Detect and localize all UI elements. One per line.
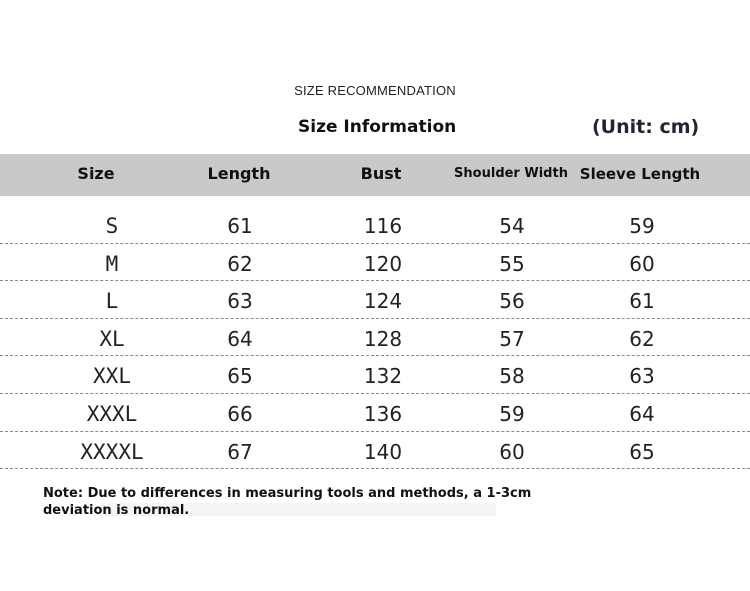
shoulder-width-cell: 60 bbox=[499, 439, 525, 464]
table-row bbox=[0, 356, 750, 394]
sleeve-length-cell: 64 bbox=[629, 401, 655, 426]
size-cell: XXXL bbox=[86, 401, 138, 426]
measurement-note: Note: Due to differences in measuring tools and methods, a 1-3cm deviation is normal. bbox=[43, 486, 532, 518]
header-length: Length bbox=[207, 164, 271, 183]
size-cell: XXL bbox=[93, 364, 131, 389]
header-size: Size bbox=[77, 164, 115, 183]
length-cell: 63 bbox=[227, 289, 253, 314]
bust-cell: 120 bbox=[363, 251, 403, 276]
size-cell: M bbox=[105, 251, 119, 276]
shoulder-width-cell: 55 bbox=[499, 251, 525, 276]
length-cell: 64 bbox=[227, 326, 253, 351]
table-row bbox=[0, 432, 750, 470]
shoulder-width-cell: 54 bbox=[499, 214, 525, 238]
table-row bbox=[0, 281, 750, 319]
shoulder-width-cell: 59 bbox=[499, 401, 525, 426]
size-table-body bbox=[0, 206, 750, 469]
bust-cell: 132 bbox=[363, 364, 403, 389]
length-cell: 61 bbox=[227, 214, 253, 238]
unit-label: (Unit: cm) bbox=[592, 116, 700, 138]
size-cell: XL bbox=[99, 326, 125, 351]
bust-cell: 116 bbox=[363, 214, 403, 238]
shoulder-width-cell: 58 bbox=[499, 364, 525, 389]
bust-cell: 140 bbox=[363, 439, 403, 464]
length-cell: 65 bbox=[227, 364, 253, 389]
bust-cell: 124 bbox=[363, 289, 403, 314]
sleeve-length-cell: 62 bbox=[629, 326, 655, 351]
table-row bbox=[0, 206, 750, 244]
size-cell: XXXXL bbox=[80, 439, 144, 464]
table-row bbox=[0, 319, 750, 357]
length-cell: 62 bbox=[227, 251, 253, 276]
sleeve-length-cell: 60 bbox=[629, 251, 655, 276]
sleeve-length-cell: 63 bbox=[629, 364, 655, 389]
size-cell: S bbox=[105, 214, 119, 238]
table-title: Size Information bbox=[298, 117, 457, 137]
bust-cell: 128 bbox=[363, 326, 403, 351]
header-shoulder-width: Shoulder Width bbox=[454, 166, 568, 181]
bust-cell: 136 bbox=[363, 401, 403, 426]
page-heading: SIZE RECOMMENDATION bbox=[294, 83, 456, 98]
sleeve-length-cell: 61 bbox=[629, 289, 655, 314]
table-row bbox=[0, 394, 750, 432]
size-cell: L bbox=[105, 289, 119, 314]
table-row bbox=[0, 244, 750, 282]
sleeve-length-cell: 65 bbox=[629, 439, 655, 464]
sleeve-length-cell: 59 bbox=[629, 214, 655, 238]
header-bust: Bust bbox=[360, 164, 402, 183]
table-header bbox=[0, 154, 750, 196]
length-cell: 66 bbox=[227, 401, 253, 426]
shoulder-width-cell: 57 bbox=[499, 326, 525, 351]
shoulder-width-cell: 56 bbox=[499, 289, 525, 314]
length-cell: 67 bbox=[227, 439, 253, 464]
header-sleeve-length: Sleeve Length bbox=[579, 165, 701, 183]
